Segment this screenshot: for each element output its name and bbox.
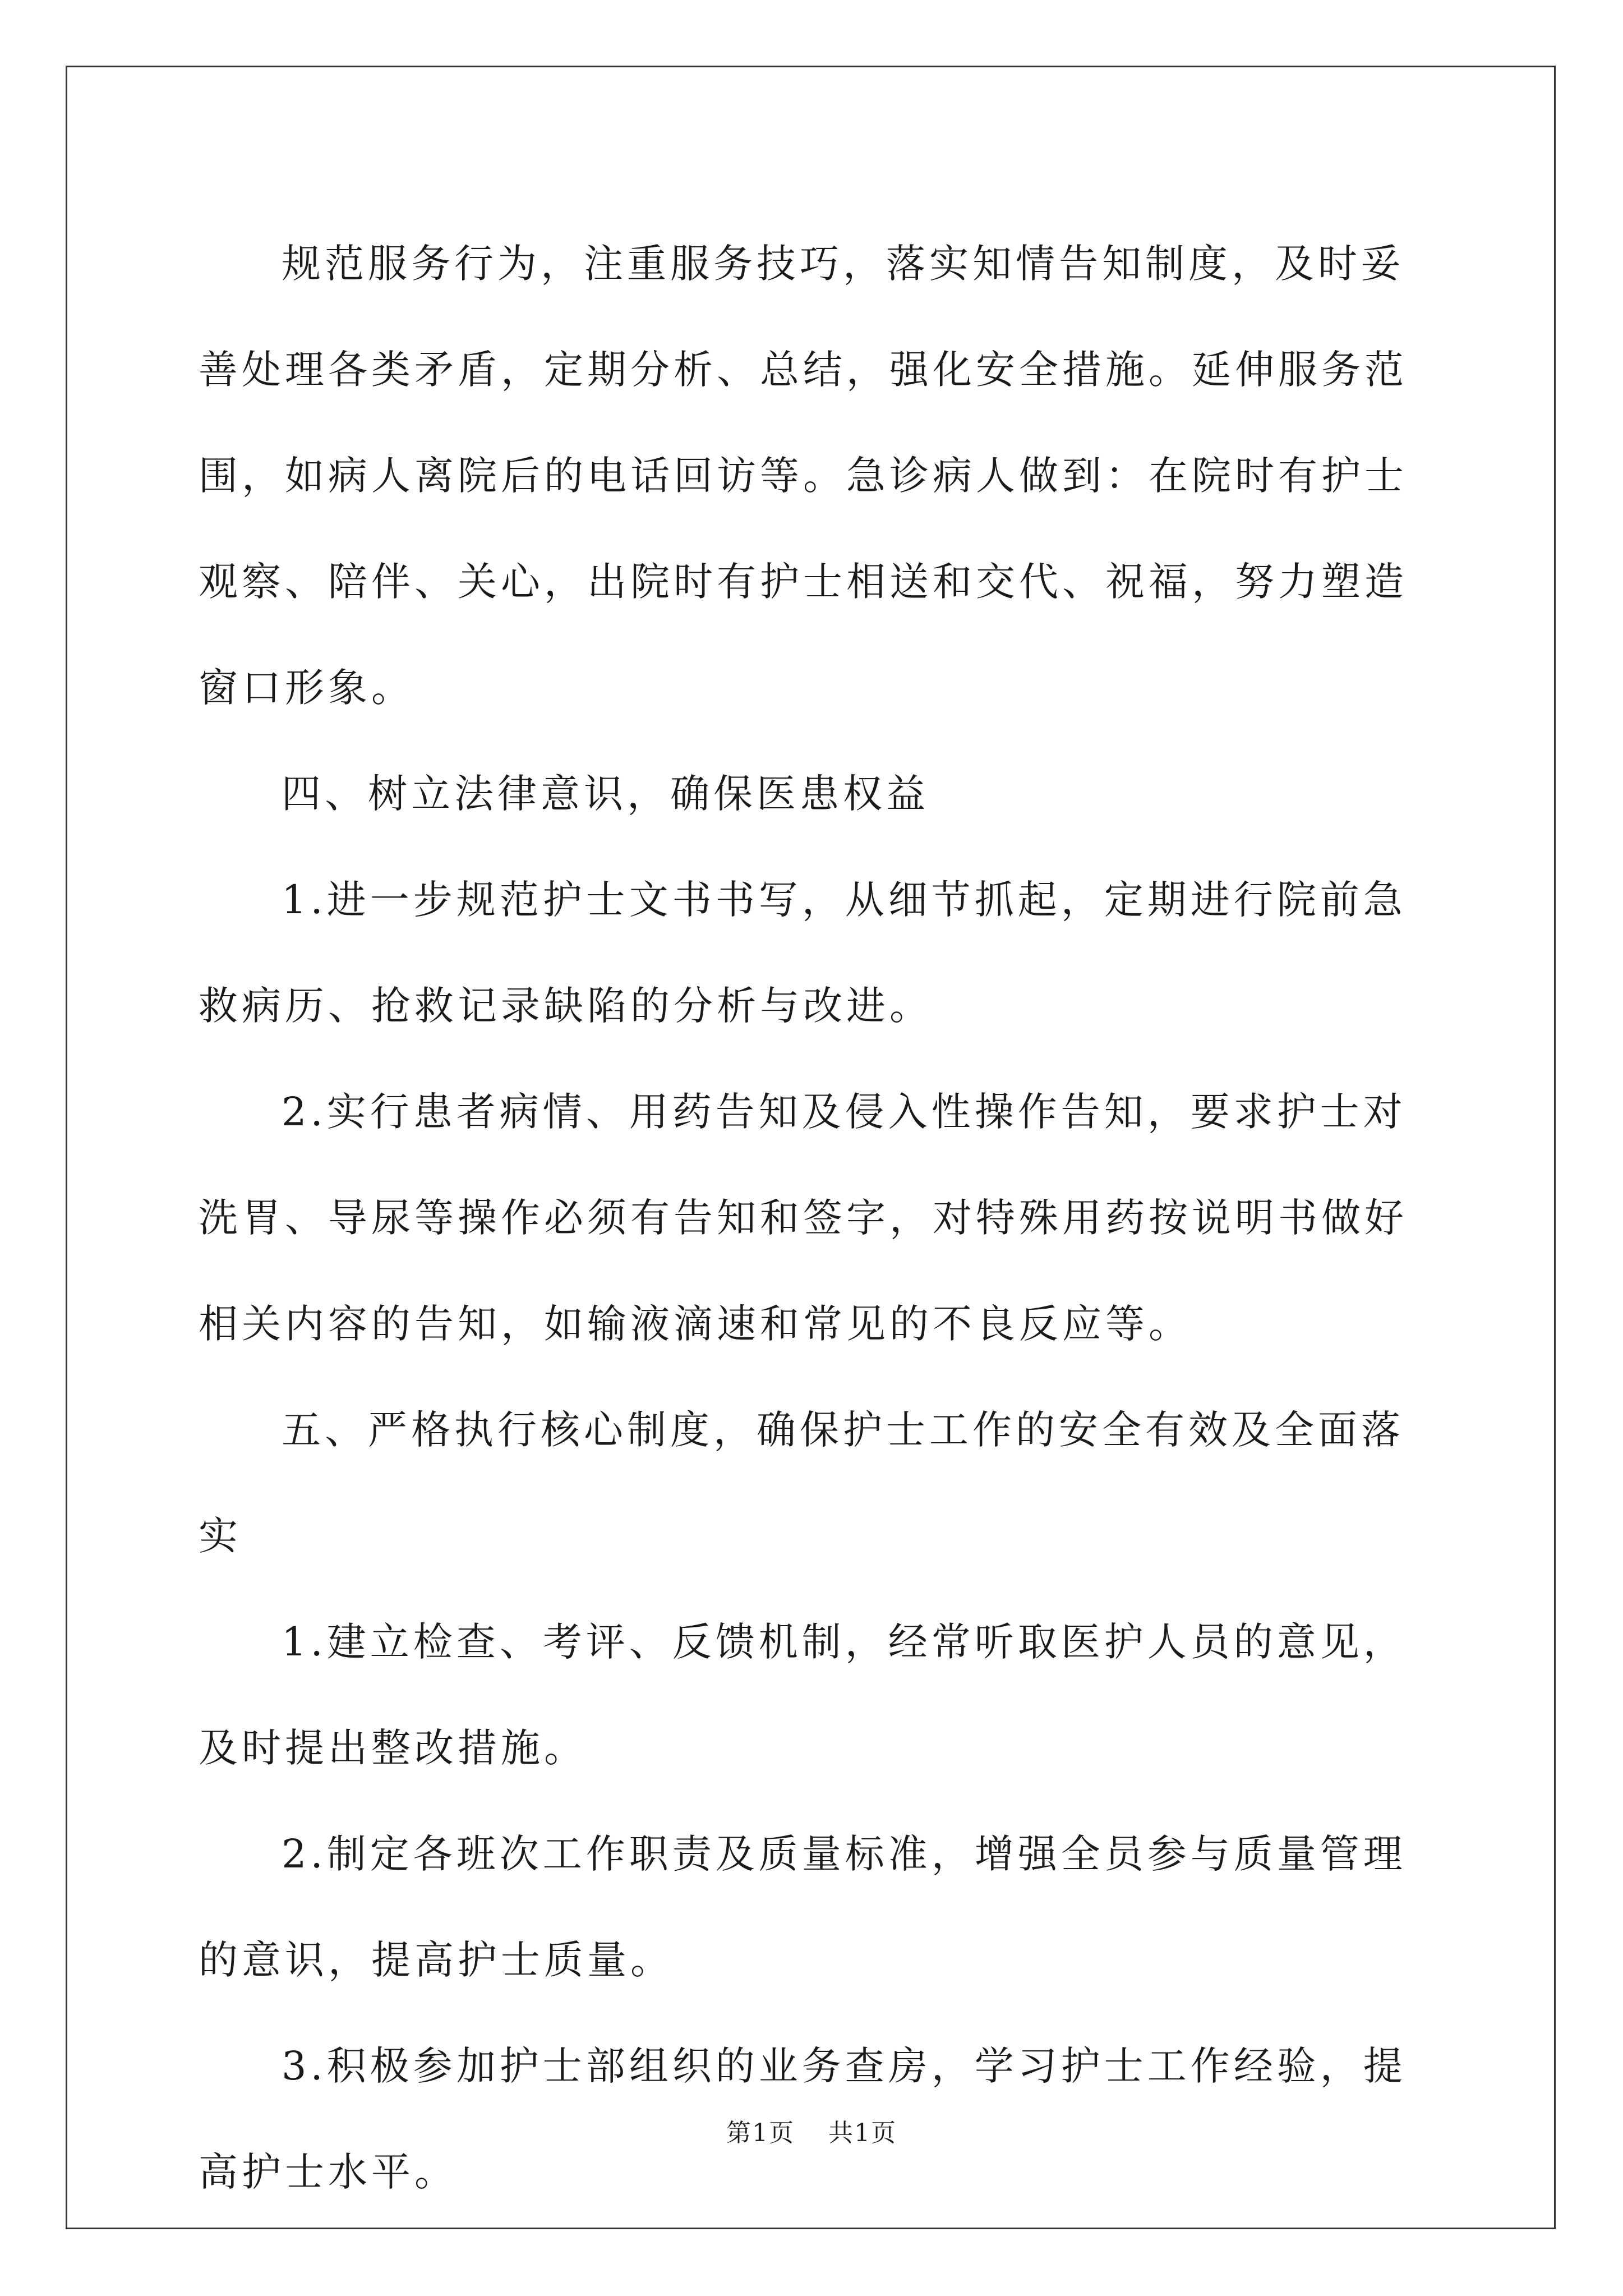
- page-number-total: 共1页: [828, 2119, 897, 2147]
- paragraph-quality-standards: 2.制定各班次工作职责及质量标准，增强全员参与质量管理的意识，提高护士质量。: [199, 1831, 1407, 1983]
- paragraph-inspection-mechanism: 1.建立检查、考评、反馈机制，经常听取医护人员的意见，及时提出整改措施。: [199, 1619, 1407, 1771]
- section-heading-core-system: 五、严格执行核心制度，确保护士工作的安全有效及全面落实: [199, 1407, 1404, 1559]
- paragraph-nursing-documents: 1.进一步规范护士文书书写，从细节抓起，定期进行院前急救病历、抢救记录缺陷的分析与改进。: [199, 877, 1407, 1029]
- document-body: [199, 211, 1444, 2225]
- paragraph-service-behavior: 规范服务行为，注重服务技巧，落实知情告知制度，及时妥善处理各类矛盾，定期分析、总结，强化安全措施。延伸服务范围，如病人离院后的电话回访等。急诊病人做到：在院时有护士观察、陪伴、关心，出院时有护士相送和交代、祝福，努力塑造窗口形象。: [199, 241, 1408, 711]
- page-number-current: 第1页: [726, 2119, 795, 2147]
- paragraph-ward-rounds: 3.积极参加护士部组织的业务查房，学习护士工作经验，提高护士水平。: [199, 2043, 1407, 2195]
- section-heading-legal-awareness: 四、树立法律意识，确保医患权益: [282, 771, 929, 817]
- page-footer: [0, 2116, 1623, 2150]
- paragraph-informed-consent: 2.实行患者病情、用药告知及侵入性操作告知，要求护士对洗胃、导尿等操作必须有告知和签字，对特殊用药按说明书做好相关内容的告知，如输液滴速和常见的不良反应等。: [199, 1089, 1408, 1347]
